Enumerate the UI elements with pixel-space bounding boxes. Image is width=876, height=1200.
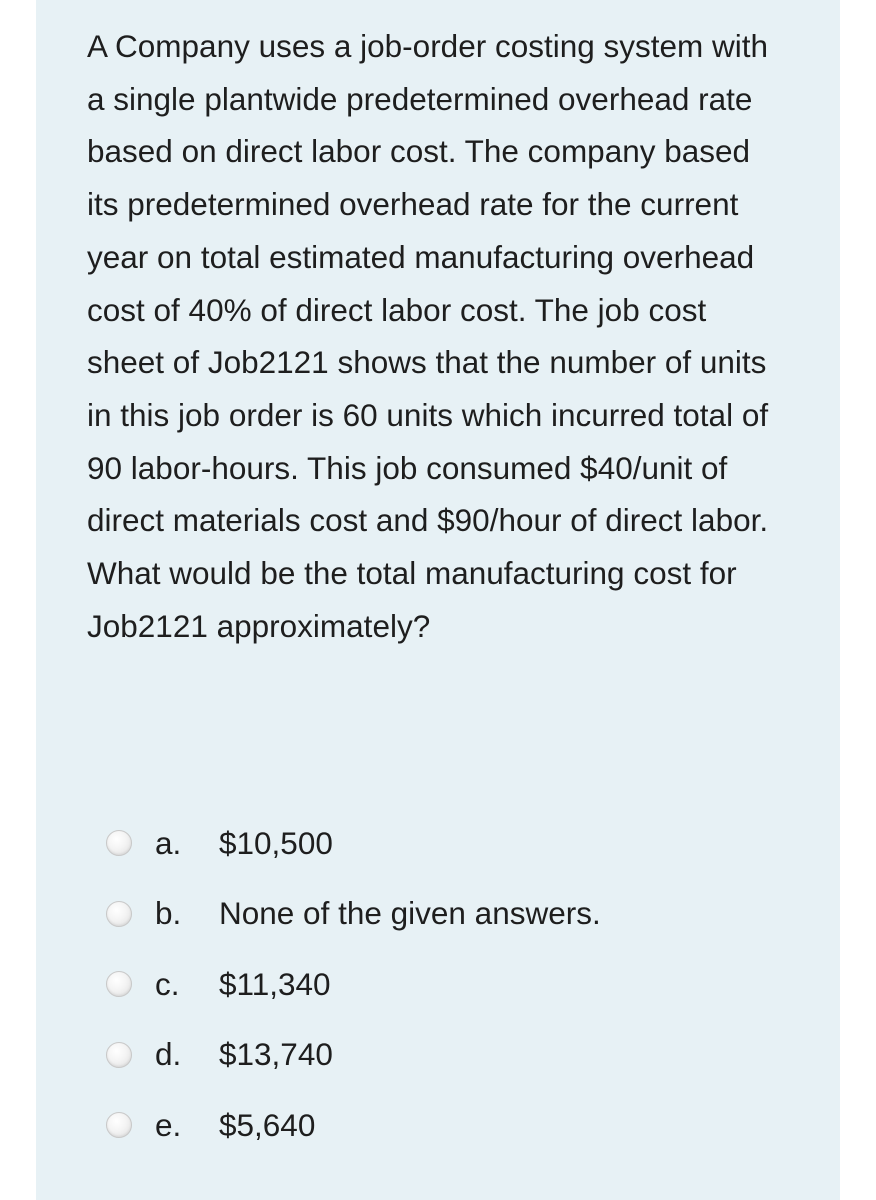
option-a[interactable] [106, 808, 806, 879]
option-letter-b: b. [155, 895, 182, 932]
option-c[interactable] [106, 949, 806, 1020]
radio-button-a[interactable] [106, 830, 132, 856]
option-text-a[interactable]: $10,500 [219, 824, 333, 861]
option-letter-a: a. [155, 824, 182, 861]
radio-button-e[interactable] [106, 1112, 132, 1138]
question-card [36, 0, 840, 1200]
option-letter-c: c. [155, 965, 180, 1002]
option-letter-e: e. [155, 1106, 182, 1143]
option-text-b[interactable]: None of the given answers. [219, 895, 601, 932]
question-text: A Company uses a job-order costing system with a single plantwide predetermined overhead rate based on direct labor cost. The company based its predetermined overhead rate for the current year on total estimated manufacturing overhead cost of 40% of direct labor cost. The job cost sheet of Job2121 shows that the number of units in this job order is 60 units which incurred total of 90 labor-hours. This job consumed $40/unit of direct materials cost and $90/hour of direct labor. What would be the total manufacturing cost for Job2121 approximately? [87, 28, 769, 644]
option-d[interactable] [106, 1020, 806, 1091]
answer-options [106, 808, 806, 1161]
option-text-e[interactable]: $5,640 [219, 1106, 316, 1143]
option-text-d[interactable]: $13,740 [219, 1036, 333, 1073]
option-letter-d: d. [155, 1036, 182, 1073]
radio-button-b[interactable] [106, 901, 132, 927]
option-text-c[interactable]: $11,340 [219, 965, 331, 1002]
option-b[interactable] [106, 879, 806, 950]
radio-button-d[interactable] [106, 1042, 132, 1068]
option-e[interactable] [106, 1090, 806, 1161]
radio-button-c[interactable] [106, 971, 132, 997]
